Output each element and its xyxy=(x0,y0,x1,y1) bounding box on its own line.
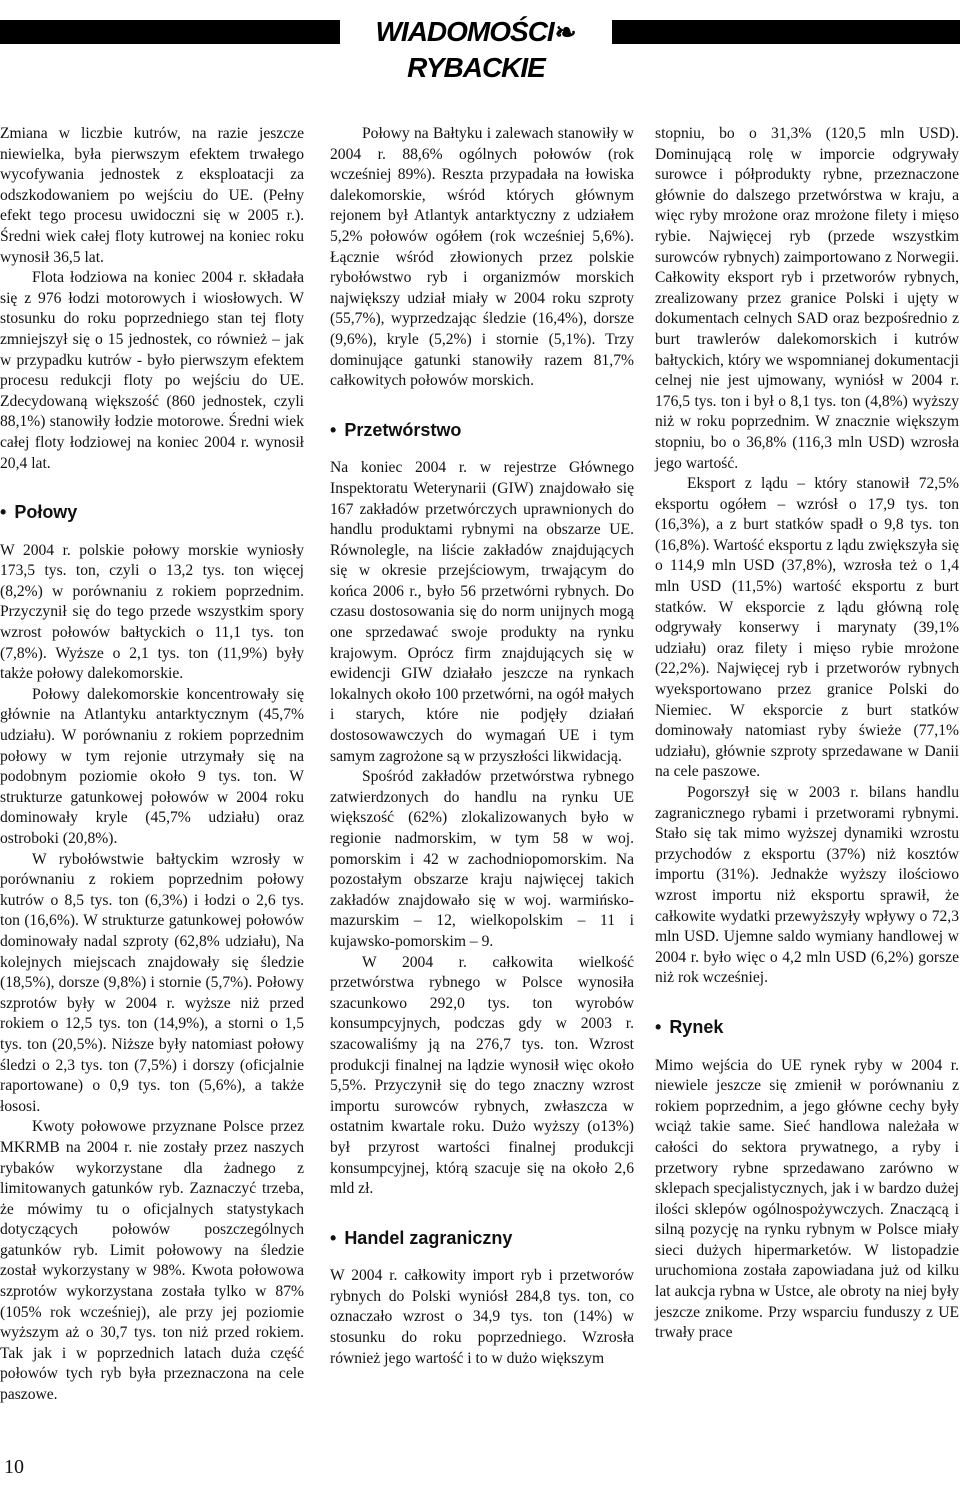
masthead-bar xyxy=(0,12,960,83)
section-heading-przetworstwo: • Przetwórstwo xyxy=(330,419,462,440)
paragraph: Pogorszył się w 2003 r. bilans handlu zagranicznego rybami i przetworami rybnymi. Stało się tak mimo wyższej dynamiki wzrostu przychodów z eksportu (37%) niż kosztów importu (31%). Jednakże wyższy ilościowo wzrost importu niż eksportu sprawił, że całkowite wydatki przewyższyły wpływy o 72,3 mln USD. Ujemne saldo wymiany handlowej w 2004 r. było więc o 4,2 mln USD (6,2%) gorsze niż rok wcześniej. xyxy=(655,784,959,987)
section-heading-rynek: • Rynek xyxy=(655,1016,724,1037)
paragraph: W 2004 r. całkowity import ryb i przetworów rybnych do Polski wyniósł 284,8 tys. ton, co oznaczało wzrost o 34,9 tys. ton (14%) w stosunku do roku poprzedniego. Wzrosła również jego wartość i to w dużo większym xyxy=(330,1267,634,1367)
paragraph: W 2004 r. całkowita wielkość przetwórstwa rybnego w Polsce wynosiła szacunkowo 292,0 tys. ton wyrobów konsumpcyjnych, podczas gdy w 2003 r. szacowaliśmy ją na 276,7 tys. ton. Wzrost produkcji finalnej na lądzie wynosił więc około 5,5%. Przyczynił się do tego znaczny wzrost importu surowców rybnych, zwłaszcza w ostatnim kwartale roku. Dużo wyższy (o13%) był przyrost wartości finalnej produkcji konsumpcyjnej, którą szacuje się na około 2,6 mld zł. xyxy=(330,953,634,1198)
column-2 xyxy=(330,124,634,1369)
paragraph: W 2004 r. polskie połowy morskie wyniosły 173,5 tys. ton, czyli o 13,2 tys. ton więcej (8,2%) w porównaniu z rokiem poprzednim. Przyczynił się do tego przede wszystkim spory wzrost połowów bałtyckich o 11,1 tys. ton (7,8%). Wyższe o 2,1 tys. ton (11,9%) były także połowy dalekomorskie. xyxy=(0,541,304,683)
masthead-rule-left xyxy=(0,20,340,44)
bullet-icon: • xyxy=(330,1227,337,1248)
paragraph: Mimo wejścia do UE rynek ryby w 2004 r. niewiele jeszcze się zmienił w porównaniu z rokiem poprzednim, a jego główne cechy były wciąż takie same. Sieć handlowa należała w całości do sektora prywatnego, a ryby i przetwory rybne sprzedawano zarówno w sklepach specjalistycznych, jak i w bardzo dużej ilości sklepów ogólnospożywczych. Znaczącą i silną pozycję na rynku rybnym w Polsce miały sieci dużych hipermarketów. W listopadzie uruchomiona została zapowiadana już od kilku lat aukcja rybna w Ustce, ale obroty na niej były jeszcze znikome. Przy wsparciu funduszy z UE trwały prace xyxy=(655,1056,959,1342)
masthead-left-text: WIADOMOŚCI xyxy=(375,16,554,47)
paragraph: Flota łodziowa na koniec 2004 r. składała się z 976 łodzi motorowych i wiosłowych. W stosunku do roku poprzedniego stan tej floty zmniejszył się o 15 jednostek, co również – jak w przypadku kutrów - było pierwszym efektem procesu redukcji floty po wejściu do UE. Zdecydowaną większość (860 jednostek, czyli 88,1%) stanowiły łodzie motorowe. Średni wiek całej floty łodziowej na koniec 2004 r. wynosił 20,4 lat. xyxy=(0,269,304,472)
fish-icon: ❧ xyxy=(554,17,576,47)
paragraph: stopniu, bo o 31,3% (120,5 mln USD). Dominującą rolę w imporcie odgrywały surowce i półprodukty rybne, przeznaczone głównie do dalszego przetwórstwa w kraju, a więc ryby mrożone oraz mrożone filety i mięso rybie. Najwięcej ryb (przede wszystkim surowców rybnych) zaimportowano z Norwegii. Całkowity eksport ryb i przetworów rybnych, zrealizowany przez granice Polski i ujęty w dokumentach celnych SAD oraz bezpośrednio z burt trawlerów dalekomorskich i kutrów bałtyckich, który we wspomnianej dokumentacji celnej nie jest ujmowany, wyniósł w 2004 r. 176,5 tys. ton i był o 8,1 tys. ton (4,8%) wyższy niż w roku poprzednim. W znacznie większym stopniu, bo o 36,8% (116,3 mln USD) wzrosła jego wartość. xyxy=(655,125,959,472)
page-number: 10 xyxy=(4,1456,24,1478)
paragraph: Połowy na Bałtyku i zalewach stanowiły w 2004 r. 88,6% ogólnych połowów (rok wcześniej 89%). Reszta przypadała na łowiska dalekomorskie, wśród których głównym rejonem był Atlantyk antarktyczny z udziałem 5,2% połowów ogółem (rok wcześniej 5,6%). Łącznie wśród złowionych przez polskie rybołówstwo ryb i organizmów morskich największy udział miały w 2004 roku szproty (55,7%), wyprzedzając śledzie (16,4%), dorsze (9,6%), kryle (5,2%) i stornie (5,1%). Trzy dominujące gatunki stanowiły razem 81,7% całkowitych połowów morskich. xyxy=(330,125,634,390)
section-heading-polowy: • Połowy xyxy=(0,502,78,523)
section-heading-handel: • Handel zagraniczny xyxy=(330,1227,513,1248)
column-1 xyxy=(0,124,304,1406)
masthead-rule-right xyxy=(612,20,960,44)
masthead-right-text: RYBACKIE xyxy=(407,52,545,83)
bullet-icon: • xyxy=(330,419,337,440)
paragraph: W rybołówstwie bałtyckim wzrosły w porównaniu z rokiem poprzednim połowy kutrów o 8,5 tys. ton (6,3%) i łodzi o 2,6 tys. ton (16,6%). W strukturze gatunkowej połowów dominowały nadal szproty (62,8% udziału), Na kolejnych miejscach znajdowały się śledzie (18,5%), dorsze (9,8%) i stornie (5,7%). Połowy szprotów były w 2004 r. wyższe niż przed rokiem o 12,5 tys. ton (14,9%), a storni o 1,5 tys. ton (20,5%). Niższe były natomiast połowy śledzi o 2,3 tys. ton (7,5%) i dorszy (oficjalnie raportowane) o 0,9 tys. ton (5,6%), a także łososi. xyxy=(0,850,304,1115)
paragraph: Eksport z lądu – który stanowił 72,5% eksportu ogółem – wzrósł o 17,9 tys. ton (16,3%), a z burt statków spadł o 9,8 tys. ton (16,8%). Wartość eksportu z lądu zwiększyła się o 114,9 mln USD (37,8%), wzrosła też o 1,4 mln USD (11,5%) wartość eksportu z burt statków. W eksporcie z lądu główną rolę odgrywały konserwy i marynaty (39,1% udziału) oraz filety i mięso rybie mrożone (22,2%). Najwięcej ryb i przetworów rybnych wyeksportowano przez granice Polski do Niemiec. W eksporcie z burt statków dominowały natomiast ryby świeże (77,1% udziału), głównie szproty sprzedawane w Danii na cele paszowe. xyxy=(655,475,959,781)
paragraph: Spośród zakładów przetwórstwa rybnego zatwierdzonych do handlu na rynku UE większość (62%) zlokalizowanych było w regionie nadmorskim, w tym 58 w woj. pomorskim i 42 w zachodniopomorskim. Na pozostałym obszarze kraju najwięcej takich zakładów znajdowało się w woj. warmińsko-mazurskim – 12, wielkopolskim – 11 i kujawsko-pomorskim – 9. xyxy=(330,768,634,950)
paragraph: Na koniec 2004 r. w rejestrze Głównego Inspektoratu Weterynarii (GIW) znajdowało się 167 zakładów przetwórczych uprawnionych do handlu produktami rybnymi na obszarze UE. Równolegle, na liście zakładów znajdujących się w okresie przejściowym, trwającym do końca 2006 r., było 56 przetwórni rybnych. Do czasu dostosowania się do norm unijnych mogą one sprzedawać swoje produkty na rynku krajowym. Oprócz firm znajdujących się w ewidencji GIW działało jeszcze na rynkach lokalnych około 100 przetwórni, na ogół małych i starych, które nie podjęły działań dostosowawczych do wymagań UE i tym samym zagrożone są w przyszłości likwidacją. xyxy=(330,459,634,765)
masthead-logo xyxy=(344,14,608,83)
paragraph: Zmiana w liczbie kutrów, na razie jeszcze niewielka, była pierwszym efektem trwałego wycofywania jednostek z eksploatacji za odszkodowaniem po wejściu do UE. (Pełny efekt tego procesu uwidoczni się w 2005 r.). Średni wiek całej floty kutrowej na koniec roku wynosił 36,5 lat. xyxy=(0,125,304,266)
paragraph: Połowy dalekomorskie koncentrowały się głównie na Atlantyku antarktycznym (45,7% udziału). W porównaniu z rokiem poprzednim połowy w tym rejonie utrzymały się na podobnym poziomie około 9 tys. ton. W strukturze gatunkowej połowów w 2004 roku dominowały kryle (45,7% udziału) oraz ostroboki (20,8%). xyxy=(0,685,304,847)
paragraph: Kwoty połowowe przyznane Polsce przez MKRMB na 2004 r. nie zostały przez naszych rybaków wykorzystane dla żadnego z limitowanych gatunków ryb. Zaznaczyć trzeba, że mówimy tu o oficjalnych statystykach dotyczących połowów poszczególnych gatunków ryb. Limit połowowy na śledzie został wykorzystany w 98%. Kwota połowowa szprotów wykorzystana została tylko w 87% (105% rok wcześniej), ale przy jej poziomie wyższym aż o 30,7 tys. ton niż przed rokiem. Tak jak i w poprzednich latach duża część połowów tych ryb była przeznaczona na cele paszowe. xyxy=(0,1118,304,1404)
column-3 xyxy=(655,124,959,1344)
bullet-icon: • xyxy=(0,502,7,523)
bullet-icon: • xyxy=(655,1016,662,1037)
